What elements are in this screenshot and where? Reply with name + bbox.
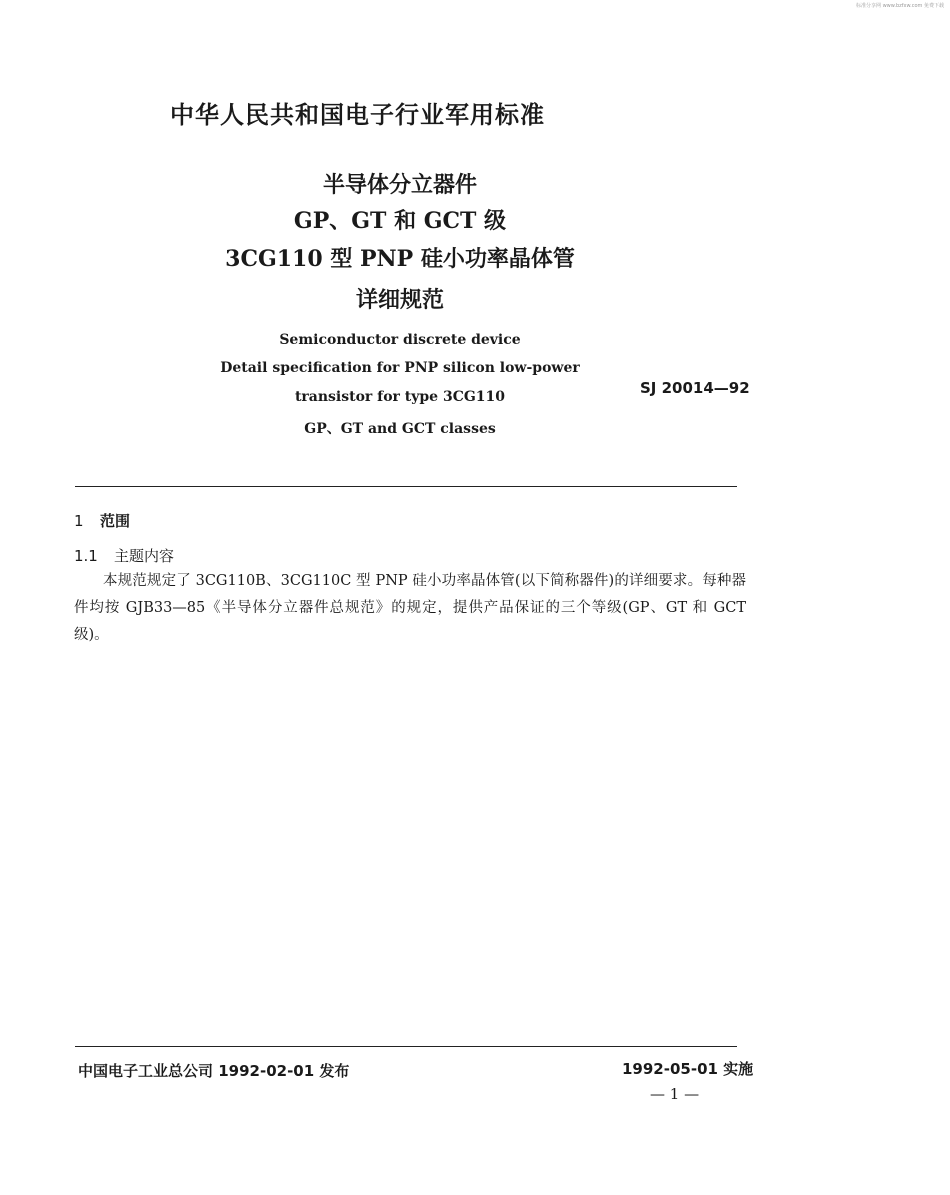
section-1-1-title: 主题内容 <box>114 547 175 565</box>
title-en-line-4: GP、GT and GCT classes <box>304 421 496 437</box>
header-divider <box>75 486 737 487</box>
title-cn-line-1: 半导体分立器件 <box>322 173 477 198</box>
section-1-title: 范围 <box>100 512 131 530</box>
issue-statement: 中国电子工业总公司 1992-02-01 发布 <box>78 1062 350 1080</box>
footer-divider <box>75 1046 737 1047</box>
section-1-number: 1 <box>74 512 84 530</box>
title-cn-line-2: GP、GT 和 GCT 级 <box>293 208 507 234</box>
title-en-line-1: Semiconductor discrete device <box>279 332 521 348</box>
org-title: 中华人民共和国电子行业军用标准 <box>170 101 545 129</box>
watermark: 标准分享网 www.bzfxw.com 免费下载 <box>856 3 944 9</box>
section-1-heading <box>74 510 130 531</box>
page-number: — 1 — <box>650 1085 700 1103</box>
section-1-1-heading <box>74 545 174 566</box>
title-en-line-3: transistor for type 3CG110 <box>294 389 506 405</box>
title-cn-line-3: 3CG110 型 PNP 硅小功率晶体管 <box>225 246 575 272</box>
effective-date: 1992-05-01 实施 <box>622 1060 754 1078</box>
section-1-1-number: 1.1 <box>74 547 98 565</box>
standard-code: SJ 20014—92 <box>640 379 750 397</box>
section-1-1-paragraph: 本规范规定了 3CG110B、3CG110C 型 PNP 硅小功率晶体管(以下简称器件)的详细要求。每种器件均按 GJB33—85《半导体分立器件总规范》的规定，提供产品保证的三个等级(GP、GT 和 GCT 级)。 <box>74 573 746 643</box>
title-cn-line-4: 详细规范 <box>355 288 444 313</box>
title-en-line-2: Detail specification for PNP silicon low-power <box>220 360 580 376</box>
